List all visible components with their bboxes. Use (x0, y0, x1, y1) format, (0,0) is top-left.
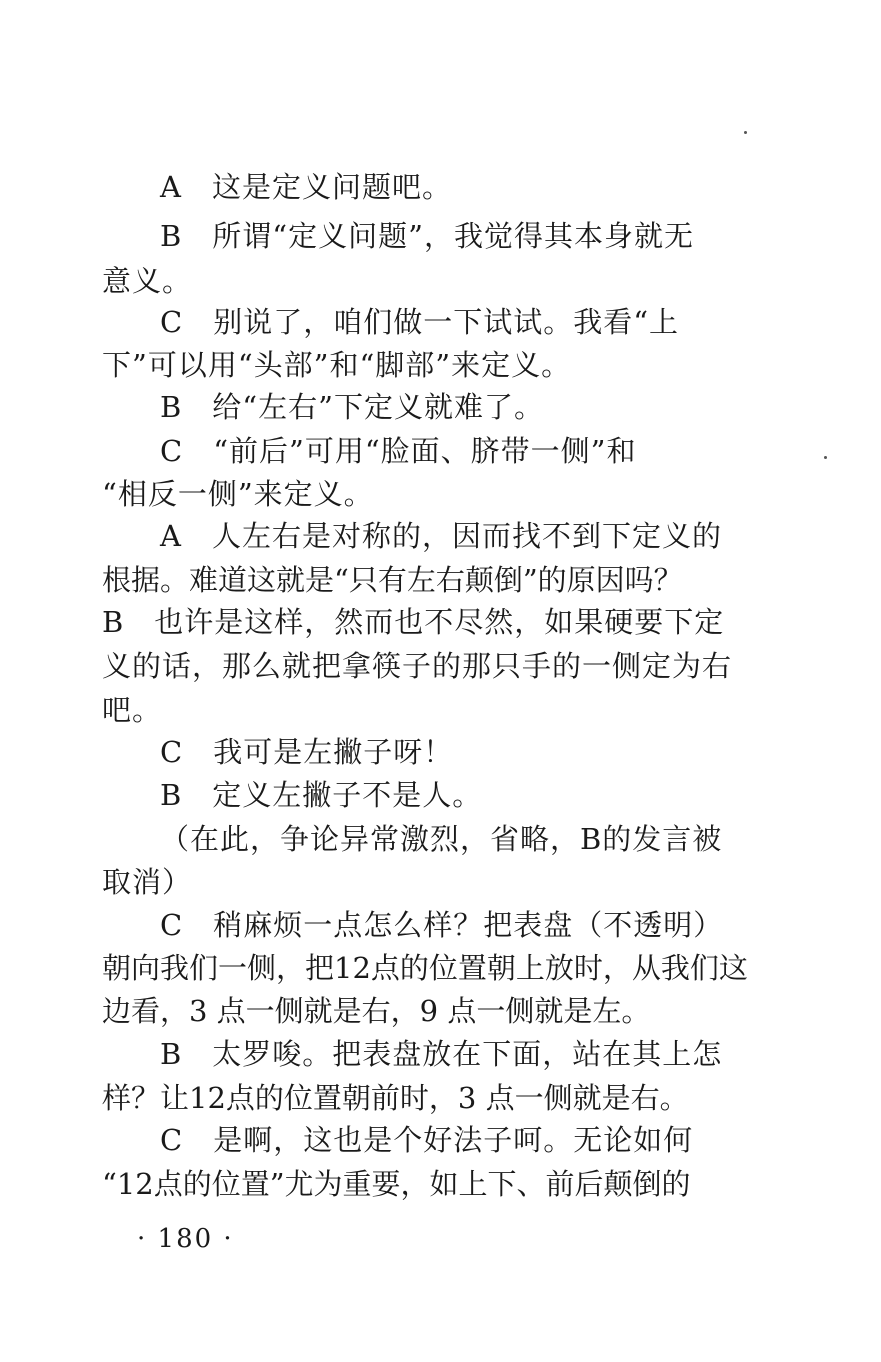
text-line-9: A 人左右是对称的，因而找不到下定义的 (160, 519, 722, 553)
text-line-3: 意义。 (102, 264, 193, 298)
text-line-6: B 给“左右”下定义就难了。 (160, 390, 544, 424)
text-line-5: 下”可以用“头部”和“脚部”来定义。 (102, 348, 572, 382)
text-line-24: “12点的位置”尤为重要，如上下、前后颠倒的 (102, 1167, 691, 1201)
text-line-10: 根据。难道这就是“只有左右颠倒”的原因吗？ (102, 563, 683, 597)
text-line-1: A 这是定义问题吧。 (160, 170, 452, 204)
text-line-19: 朝向我们一侧，把12点的位置朝上放时，从我们这 (102, 951, 748, 985)
text-line-16: （在此，争论异常激烈，省略，B的发言被 (160, 822, 723, 856)
scan-speck (744, 131, 747, 134)
text-line-7: C “前后”可用“脸面、脐带一侧”和 (160, 434, 637, 468)
text-line-13: 吧。 (102, 693, 163, 727)
text-line-21: B 太罗唆。把表盘放在下面，站在其上怎 (160, 1037, 723, 1071)
scan-speck (824, 456, 827, 459)
text-line-2: B 所谓“定义问题”，我觉得其本身就无 (160, 219, 694, 253)
page-number: · 180 · (137, 1224, 234, 1254)
text-line-22: 样？让12点的位置朝前时，3 点一侧就是右。 (102, 1081, 689, 1115)
text-line-23: C 是啊，这也是个好法子呵。无论如何 (160, 1123, 694, 1157)
text-line-4: C 别说了，咱们做一下试试。我看“上 (160, 305, 680, 339)
text-line-8: “相反一侧”来定义。 (102, 477, 374, 511)
text-line-17: 取消） (102, 865, 193, 899)
text-line-20: 边看，3 点一侧就是右，9 点一侧就是左。 (102, 994, 651, 1028)
text-line-18: C 稍麻烦一点怎么样？把表盘（不透明） (160, 908, 724, 942)
text-line-14: C 我可是左撇子呀！ (160, 735, 454, 769)
text-line-12: 义的话，那么就把拿筷子的那只手的一侧定为右 (102, 649, 733, 683)
text-line-11: B 也许是这样，然而也不尽然，如果硬要下定 (102, 605, 725, 639)
text-line-15: B 定义左撇子不是人。 (160, 778, 483, 812)
